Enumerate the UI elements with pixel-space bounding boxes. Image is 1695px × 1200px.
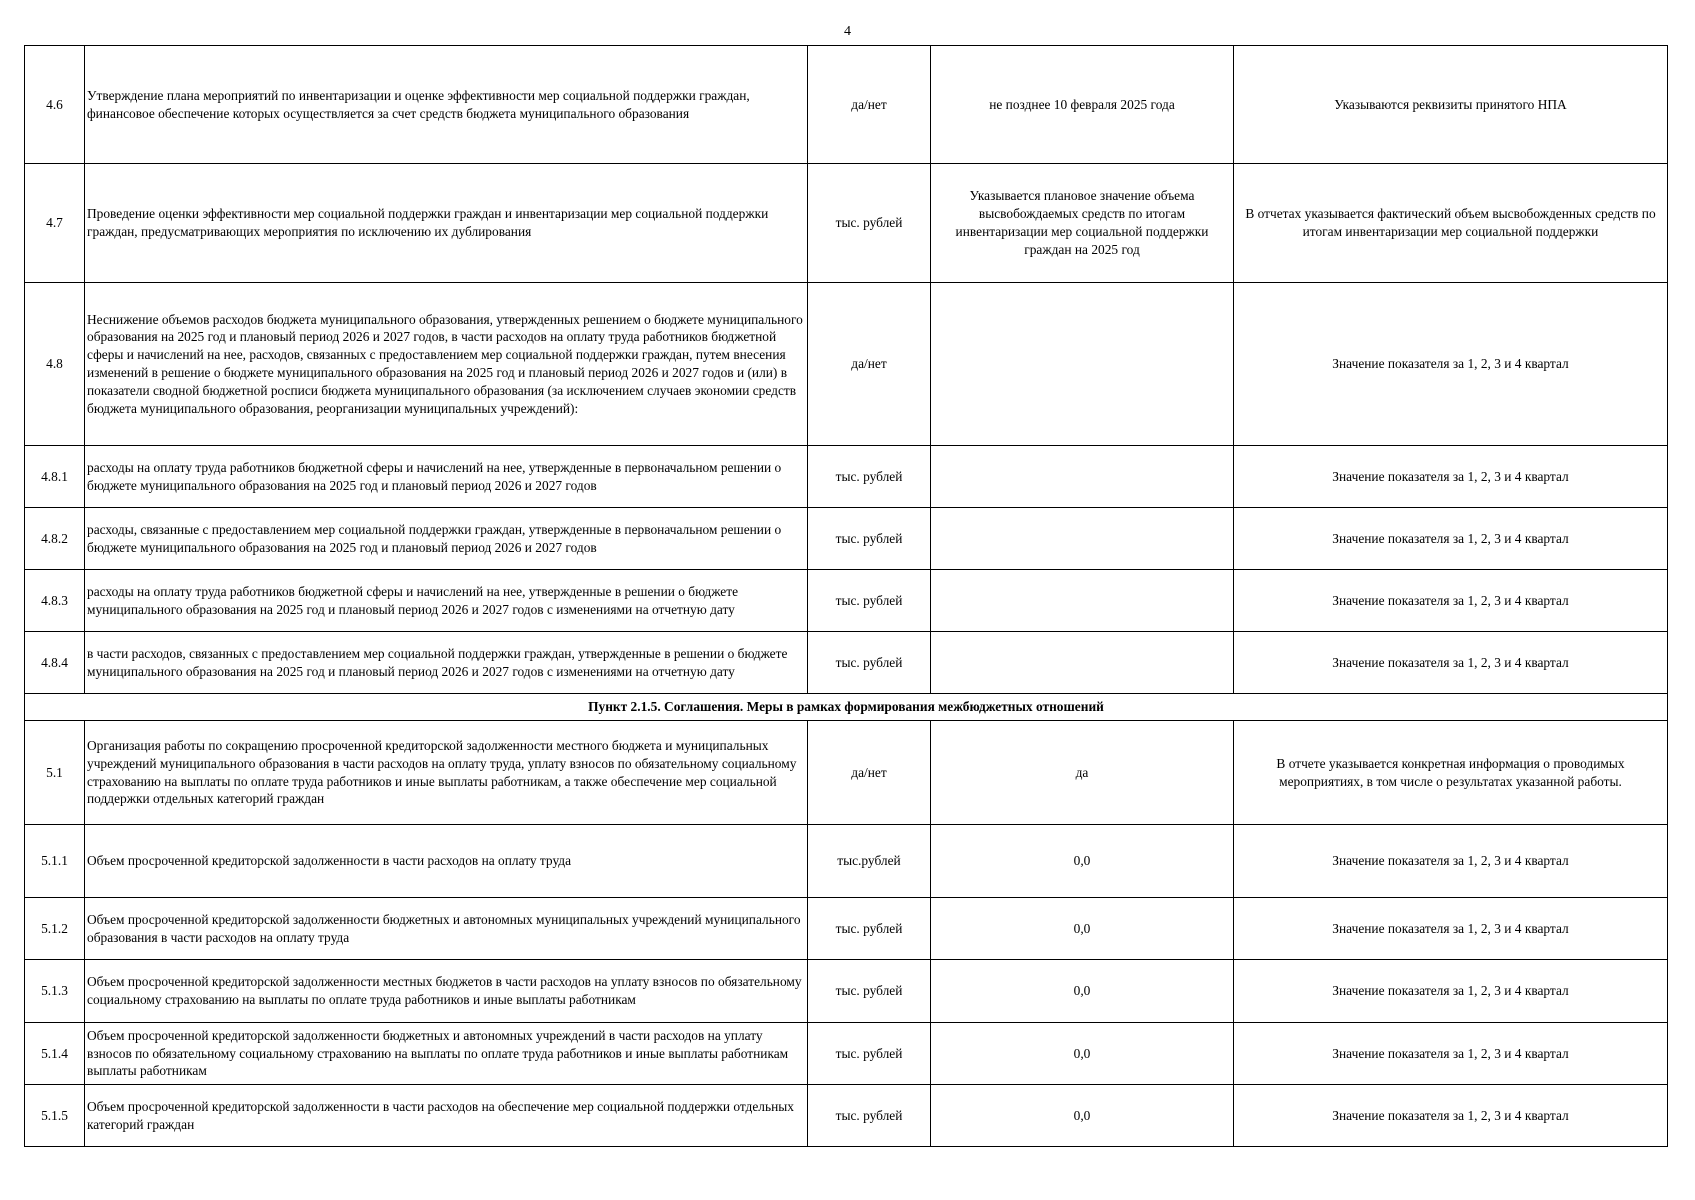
row-value [931, 446, 1234, 508]
row-description: Проведение оценки эффективности мер социальной поддержки граждан и инвентаризации мер социальной поддержки граждан, предусматривающих мероприятия по исключению их дублирования [85, 164, 808, 283]
row-description: Объем просроченной кредиторской задолженности бюджетных и автономных учреждений в части расходов на уплату взносов по обязательному социальному страхованию на выплаты по оплате труда работников и иные выплаты работникам выплаты работникам [85, 1023, 808, 1085]
section-title: Пункт 2.1.5. Соглашения. Меры в рамках формирования межбюджетных отношений [25, 694, 1668, 721]
table-row [25, 1023, 1668, 1085]
row-unit: тыс. рублей [808, 508, 931, 570]
table-row [25, 283, 1668, 446]
row-note: В отчете указывается конкретная информация о проводимых мероприятиях, в том числе о результатах указанной работы. [1234, 721, 1668, 825]
row-number: 4.8.2 [25, 508, 85, 570]
row-number: 5.1.5 [25, 1085, 85, 1147]
row-note: Значение показателя за 1, 2, 3 и 4 квартал [1234, 825, 1668, 898]
row-note: Значение показателя за 1, 2, 3 и 4 квартал [1234, 1023, 1668, 1085]
table-row [25, 164, 1668, 283]
row-unit: тыс. рублей [808, 898, 931, 960]
row-description: Организация работы по сокращению просроченной кредиторской задолженности местного бюджета и муниципальных учреждений муниципального образования в части расходов на оплату труда, уплату взносов по обязательному социальному страхованию на выплаты по оплате труда работников и иные выплаты работникам, а также обеспечение мер социальной поддержки отдельных категорий граждан [85, 721, 808, 825]
table-row [25, 825, 1668, 898]
row-value [931, 570, 1234, 632]
row-description: расходы, связанные с предоставлением мер социальной поддержки граждан, утвержденные в первоначальном решении о бюджете муниципального образования на 2025 год и плановый период 2026 и 2027 годов [85, 508, 808, 570]
row-description: Утверждение плана мероприятий по инвентаризации и оценке эффективности мер социальной поддержки граждан, финансовое обеспечение которых осуществляется за счет средств бюджета муниципального образования [85, 46, 808, 164]
row-unit: тыс. рублей [808, 446, 931, 508]
indicators-table [24, 45, 1668, 1147]
section-header-row [25, 694, 1668, 721]
row-unit: да/нет [808, 721, 931, 825]
row-value [931, 508, 1234, 570]
row-note: Значение показателя за 1, 2, 3 и 4 квартал [1234, 283, 1668, 446]
row-value: да [931, 721, 1234, 825]
row-description: Объем просроченной кредиторской задолженности местных бюджетов в части расходов на уплату взносов по обязательному социальному страхованию на выплаты по оплате труда работников и иные выплаты работникам [85, 960, 808, 1023]
row-note: Значение показателя за 1, 2, 3 и 4 квартал [1234, 898, 1668, 960]
row-note: В отчетах указывается фактический объем высвобожденных средств по итогам инвентаризации мер социальной поддержки [1234, 164, 1668, 283]
row-value: 0,0 [931, 825, 1234, 898]
row-number: 4.6 [25, 46, 85, 164]
row-unit: тыс.рублей [808, 825, 931, 898]
table-row [25, 721, 1668, 825]
row-unit: тыс. рублей [808, 570, 931, 632]
row-value: 0,0 [931, 1023, 1234, 1085]
row-description: расходы на оплату труда работников бюджетной сферы и начислений на нее, утвержденные в решении о бюджете муниципального образования на 2025 год и плановый период 2026 и 2027 годов с изменениями на отчетную дату [85, 570, 808, 632]
table-row [25, 632, 1668, 694]
row-value [931, 632, 1234, 694]
row-unit: тыс. рублей [808, 164, 931, 283]
row-unit: тыс. рублей [808, 632, 931, 694]
table-row [25, 570, 1668, 632]
table-row [25, 1085, 1668, 1147]
row-value: Указывается плановое значение объема высвобождаемых средств по итогам инвентаризации мер социальной поддержки граждан на 2025 год [931, 164, 1234, 283]
table-row [25, 446, 1668, 508]
row-value [931, 283, 1234, 446]
row-number: 4.7 [25, 164, 85, 283]
row-number: 5.1.4 [25, 1023, 85, 1085]
table-row [25, 46, 1668, 164]
row-number: 4.8.4 [25, 632, 85, 694]
row-note: Значение показателя за 1, 2, 3 и 4 квартал [1234, 508, 1668, 570]
row-unit: да/нет [808, 46, 931, 164]
row-value: не позднее 10 февраля 2025 года [931, 46, 1234, 164]
row-value: 0,0 [931, 960, 1234, 1023]
row-note: Указываются реквизиты принятого НПА [1234, 46, 1668, 164]
row-unit: да/нет [808, 283, 931, 446]
table-row [25, 960, 1668, 1023]
row-unit: тыс. рублей [808, 960, 931, 1023]
row-description: Объем просроченной кредиторской задолженности в части расходов на обеспечение мер социальной поддержки отдельных категорий граждан [85, 1085, 808, 1147]
row-description: Объем просроченной кредиторской задолженности бюджетных и автономных муниципальных учреждений муниципального образования в части расходов на оплату труда [85, 898, 808, 960]
row-value: 0,0 [931, 898, 1234, 960]
row-note: Значение показателя за 1, 2, 3 и 4 квартал [1234, 632, 1668, 694]
table-row [25, 898, 1668, 960]
row-number: 5.1.1 [25, 825, 85, 898]
row-description: расходы на оплату труда работников бюджетной сферы и начислений на нее, утвержденные в первоначальном решении о бюджете муниципального образования на 2025 год и плановый период 2026 и 2027 годов [85, 446, 808, 508]
row-description: Объем просроченной кредиторской задолженности в части расходов на оплату труда [85, 825, 808, 898]
page-number: 4 [844, 24, 851, 39]
row-number: 4.8.3 [25, 570, 85, 632]
row-number: 5.1.2 [25, 898, 85, 960]
row-number: 5.1 [25, 721, 85, 825]
row-note: Значение показателя за 1, 2, 3 и 4 квартал [1234, 960, 1668, 1023]
row-number: 4.8.1 [25, 446, 85, 508]
row-number: 5.1.3 [25, 960, 85, 1023]
row-description: в части расходов, связанных с предоставлением мер социальной поддержки граждан, утвержденные в решении о бюджете муниципального образования на 2025 год и плановый период 2026 и 2027 годов с изменениями на отчетную дату [85, 632, 808, 694]
row-unit: тыс. рублей [808, 1085, 931, 1147]
row-description: Неснижение объемов расходов бюджета муниципального образования, утвержденных решением о бюджете муниципального образования на 2025 год и плановый период 2026 и 2027 годов, в части расходов на оплату труда работников бюджетной сферы и начислений на нее, расходов, связанных с предоставлением мер социальной поддержки граждан, путем внесения изменений в решение о бюджете муниципального образования на 2025 год и плановый период 2026 и 2027 годов и (или) в показатели сводной бюджетной росписи бюджета муниципального образования (за исключением случаев экономии средств бюджета муниципального образования, реорганизации муниципальных учреждений): [85, 283, 808, 446]
row-unit: тыс. рублей [808, 1023, 931, 1085]
row-number: 4.8 [25, 283, 85, 446]
table-row [25, 508, 1668, 570]
row-note: Значение показателя за 1, 2, 3 и 4 квартал [1234, 1085, 1668, 1147]
row-value: 0,0 [931, 1085, 1234, 1147]
row-note: Значение показателя за 1, 2, 3 и 4 квартал [1234, 446, 1668, 508]
row-note: Значение показателя за 1, 2, 3 и 4 квартал [1234, 570, 1668, 632]
